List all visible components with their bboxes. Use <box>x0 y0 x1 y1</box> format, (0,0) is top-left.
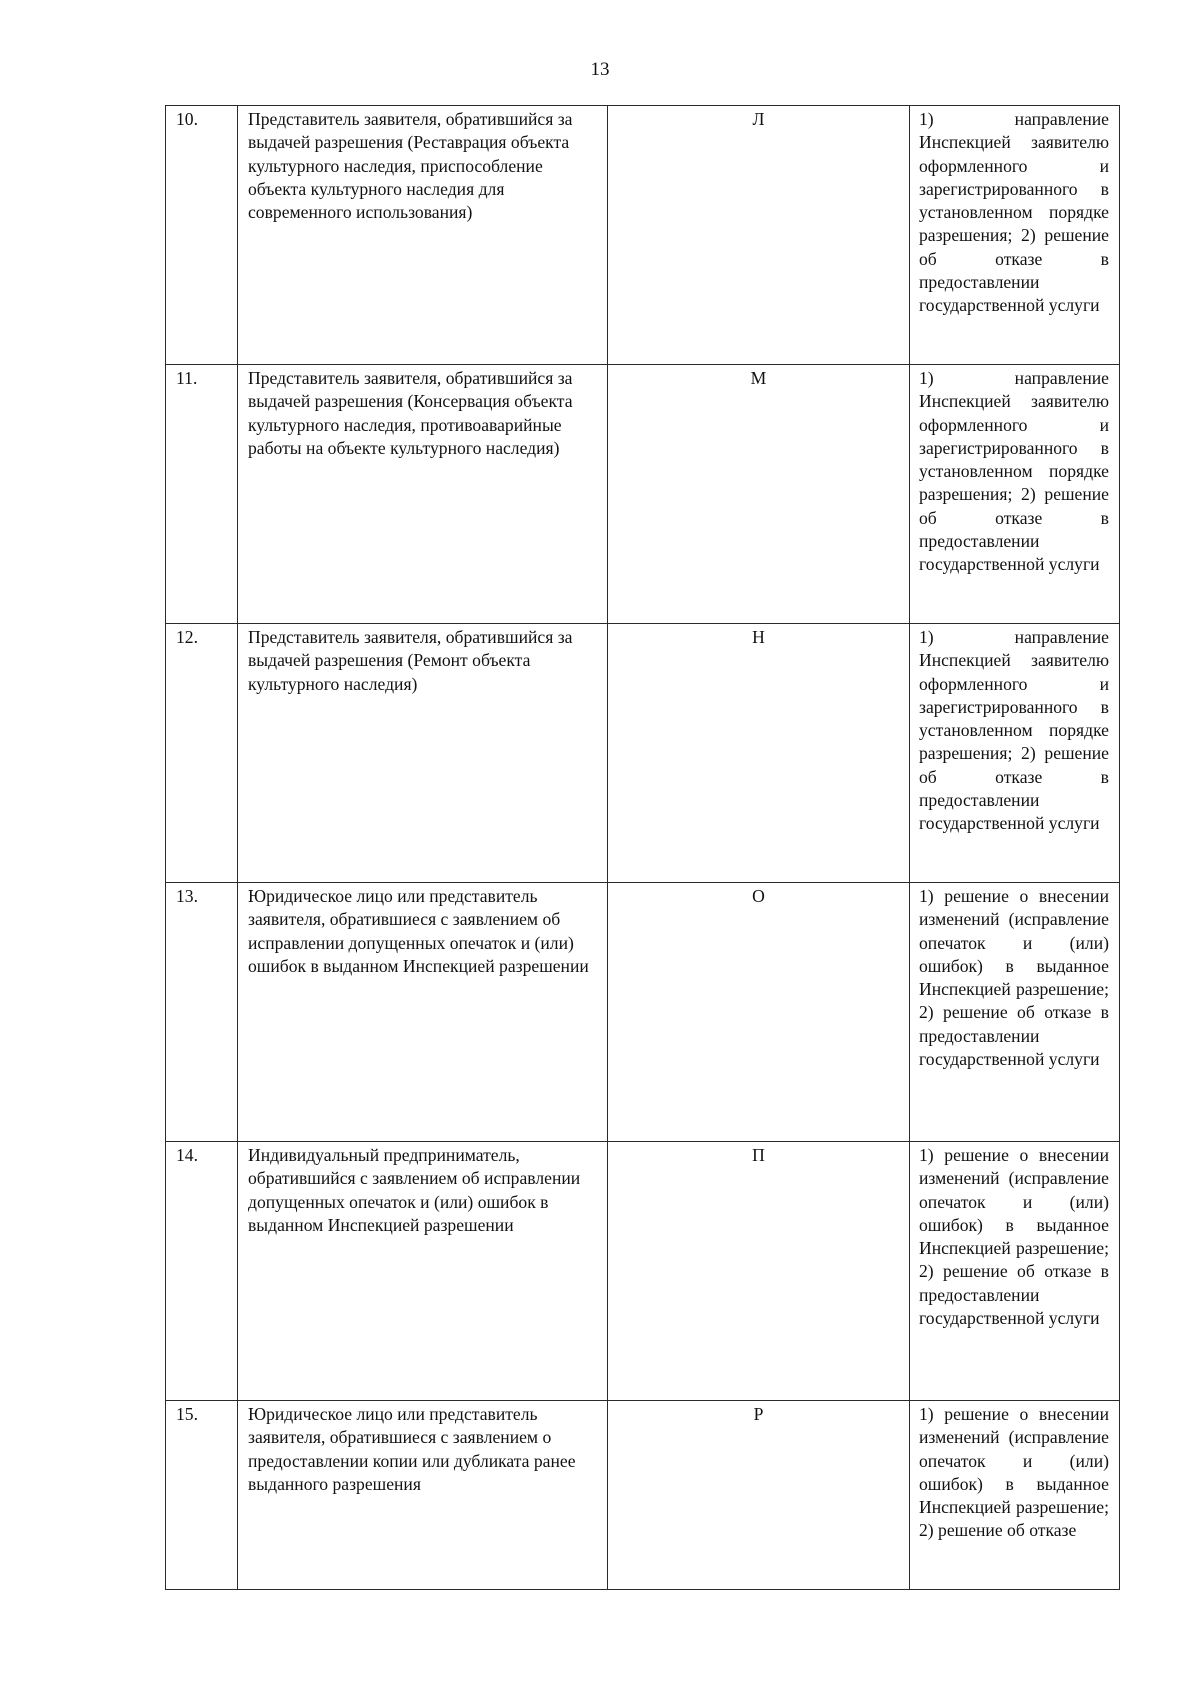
applicant-code: Р <box>608 1401 910 1590</box>
services-table <box>165 105 1120 1590</box>
row-number: 11. <box>166 365 238 624</box>
row-number: 14. <box>166 1142 238 1401</box>
applicant-code: Л <box>608 106 910 365</box>
service-result: 1) направление Инспекцией заявителю оформленного и зарегистрированного в установленном порядке разрешения; 2) решение об отказе в предоставлении государственной услуги <box>910 365 1120 624</box>
table-row <box>166 624 1120 883</box>
applicant-description: Представитель заявителя, обратившийся за выдачей разрешения (Консервация объекта культурного наследия, противоаварийные работы на объекте культурного наследия) <box>238 365 608 624</box>
applicant-description: Представитель заявителя, обратившийся за выдачей разрешения (Реставрация объекта культурного наследия, приспособление объекта культурного наследия для современного использования) <box>238 106 608 365</box>
row-number: 12. <box>166 624 238 883</box>
page-number: 13 <box>590 59 610 80</box>
service-result: 1) решение о внесении изменений (исправление опечаток и (или) ошибок) в выданное Инспекцией разрешение; 2) решение об отказе <box>910 1401 1120 1590</box>
row-number: 10. <box>166 106 238 365</box>
table-row <box>166 1142 1120 1401</box>
applicant-code: Н <box>608 624 910 883</box>
table-row <box>166 106 1120 365</box>
applicant-description: Юридическое лицо или представитель заявителя, обратившиеся с заявлением об исправлении допущенных опечаток и (или) ошибок в выданном Инспекцией разрешении <box>238 883 608 1142</box>
service-result: 1) направление Инспекцией заявителю оформленного и зарегистрированного в установленном порядке разрешения; 2) решение об отказе в предоставлении государственной услуги <box>910 106 1120 365</box>
service-result: 1) направление Инспекцией заявителю оформленного и зарегистрированного в установленном порядке разрешения; 2) решение об отказе в предоставлении государственной услуги <box>910 624 1120 883</box>
applicant-description: Индивидуальный предприниматель, обратившийся с заявлением об исправлении допущенных опечаток и (или) ошибок в выданном Инспекцией разрешении <box>238 1142 608 1401</box>
table-row <box>166 883 1120 1142</box>
table-row <box>166 365 1120 624</box>
applicant-code: П <box>608 1142 910 1401</box>
service-result: 1) решение о внесении изменений (исправление опечаток и (или) ошибок) в выданное Инспекцией разрешение; 2) решение об отказе в предоставлении государственной услуги <box>910 883 1120 1142</box>
row-number: 15. <box>166 1401 238 1590</box>
service-result: 1) решение о внесении изменений (исправление опечаток и (или) ошибок) в выданное Инспекцией разрешение; 2) решение об отказе в предоставлении государственной услуги <box>910 1142 1120 1401</box>
applicant-code: М <box>608 365 910 624</box>
applicant-description: Юридическое лицо или представитель заявителя, обратившиеся с заявлением о предоставлении копии или дубликата ранее выданного разрешения <box>238 1401 608 1590</box>
row-number: 13. <box>166 883 238 1142</box>
applicant-description: Представитель заявителя, обратившийся за выдачей разрешения (Ремонт объекта культурного наследия) <box>238 624 608 883</box>
applicant-code: О <box>608 883 910 1142</box>
table-row <box>166 1401 1120 1590</box>
